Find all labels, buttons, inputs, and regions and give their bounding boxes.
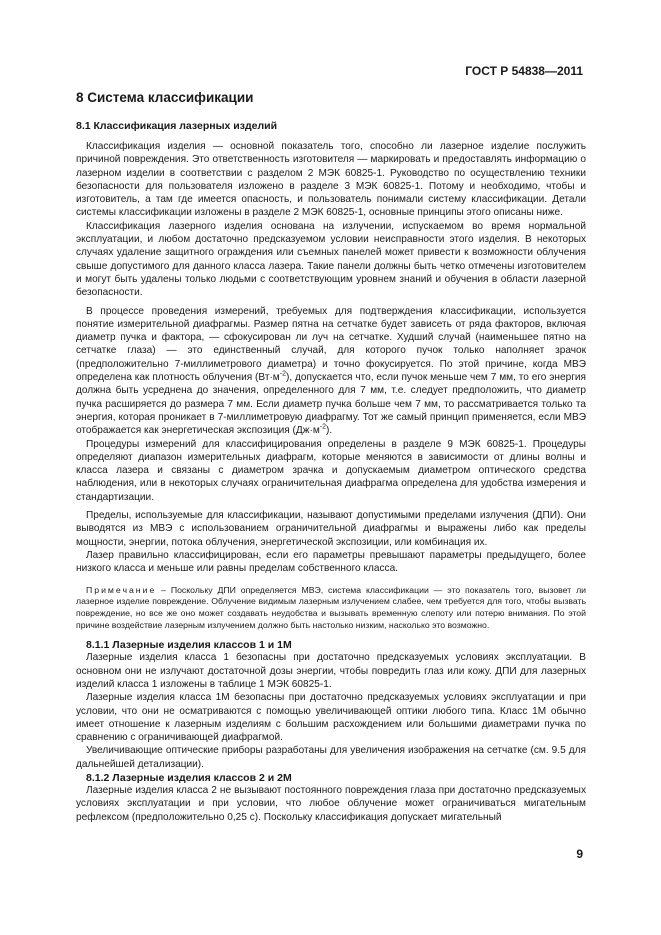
paragraph: Лазерные изделия класса 1М безопасны при достаточно предсказуемых условиях эксплуатации и при условии, что они не осматриваются с помощью увеличивающей оптики любого типа. Класс 1М обычно имеет отношение к лазерным изделиям с большим расхождением или большими диаметрами пучка по сравнению с ограничивающей диафрагмой. [76, 692, 586, 744]
note-label: Примечание [86, 584, 157, 595]
standard-header: ГОСТ Р 54838—2011 [465, 64, 583, 78]
paragraph: Увеличивающие оптические приборы разработаны для увеличения изображения на сетчатке (см. 9.5 для дальнейшей детализации). [76, 745, 586, 770]
section-title: 8 Система классификации [76, 90, 254, 105]
paragraph-text: ). [326, 425, 333, 437]
superscript: -2 [279, 370, 286, 378]
paragraph: Пределы, используемые для классификации, называют допустимыми пределами излучения (ДПИ). Они выводятся из МВЭ с использованием ограничительной диафрагмы и выражены либо как пределы мощности, энергии, потока облучения, энергетической экспозиции, или комбинация их. [76, 510, 586, 548]
superscript: -2 [319, 423, 326, 431]
subsection-title: 8.1.1 Лазерные изделия классов 1 и 1М [86, 639, 292, 652]
page-content [76, 90, 586, 824]
paragraph: Классификация изделия — основной показатель того, способно ли лазерное изделие послужить причиной повреждения. Это ответственность изготовителя — маркировать и предоставлять информацию о лазерном изделии в соответствии с разделом 2 МЭК 60825-1. Руководство по осуществлению техники безопасности для пользователя изложено в разделе 3 МЭК 60825-1. Потому и необходимо, чтобы и изготовитель, а там где имеется опасность, и пользователь понимали систему классификации. Детали системы классификации изложены в разделе 2 МЭК 60825-1, основные принципы этого описаны ниже. [76, 141, 586, 219]
paragraph: Лазерные изделия класса 2 не вызывают постоянного повреждения глаза при достаточно предсказуемых условиях эксплуатации и при условии, что любое облучение может ограничиваться мигательным рефлексом (предположительно 0,25 с). Поскольку классификация допускает мигательный [76, 784, 586, 823]
paragraph-measurement [76, 305, 586, 438]
subsection-title: 8.1.2 Лазерные изделия классов 2 и 2М [86, 771, 292, 784]
paragraph: Лазер правильно классифицирован, если его параметры превышают параметры предыдущего, более низкого класса и меньше или равны пределам собственного класса. [76, 549, 586, 575]
note [76, 585, 586, 632]
paragraph: Классификация лазерного изделия основана на излучении, испускаемом во время нормальной эксплуатации, и любом достаточно предсказуемом условии неисправности этого изделия. В некоторых случаях удаление защитного ограждения или съемных панелей может привести к возможности облучения свыше допустимого для данного класса лазера. Такие панели должны быть четко отмечены изготовителем и могут быть удалены только людьми с соответствующим уровнем знаний и обучения в области лазерной безопасности. [76, 220, 586, 299]
paragraph-text: В процессе проведения измерений, требуемых для подтверждения классификации, используется понятие измерительной диафрагмы. Размер пятна на сетчатке будет зависеть от ряда факторов, включая диаметр пучка и фактора, — сфокусирован ли луч на сетчатке. Худший случай (наименьшее пятно на сетчатке глаза) — это единственный случай, для которого пучок только наполняет зрачок (предположительно 7-миллиметрового диаметра) и точно фокусируется. По этой причине, когда МВЭ определена как плотность облучения (Вт·м [76, 305, 586, 384]
page-number: 9 [576, 847, 583, 861]
paragraph: Лазерные изделия класса 1 безопасны при достаточно предсказуемых условиях эксплуатации. В основном они не излучают достаточной дозы энергии, чтобы повредить глаз или кожу. ДПИ для лазерных изделий класса 1 изложены в таблице 1 МЭК 60825-1. [76, 652, 586, 690]
paragraph-text: ), допускается что, если пучок меньше чем 7 мм, то его энергия должна быть усреднена до значения, определенного для 7 мм, т.е. следует предположить, что диаметр пучка расширяется до размера 7 мм. Если диаметр пучка больше чем 7 мм, то рассматривается только та энергия, которая проникает в 7-миллиметровую диафрагму. Тот же самый принцип применяется, если МВЭ отображается как энергетическая экспозиция (Дж·м [76, 372, 586, 437]
paragraph: Процедуры измерений для классифицирования определены в разделе 9 МЭК 60825-1. Процедуры определяют диапазон измерительных диафрагм, которые меняются в зависимости от длины волны и класса лазера и связаны с диаметром зрачка и допускаемым диаметром оптического средства наблюдения, или в некоторых случаях ограничительная диафрагма определена для удобства измерения и стандартизации. [76, 438, 586, 503]
note-text: – Поскольку ДПИ определяется МВЭ, система классификации — это показатель того, вызовет ли лазерное изделие повреждение. Облучение видимым лазерным излучением слабее, чем требуется для того, чтобы вызвать повреждение, но все же оно может создавать неудобства и вызывать временную слепоту или потерю внимания. По этой причине воздействие лазерным излучением должно быть настолько низким, насколько это возможно. [76, 584, 586, 630]
subsection-title: 8.1 Классификация лазерных изделий [76, 120, 278, 132]
